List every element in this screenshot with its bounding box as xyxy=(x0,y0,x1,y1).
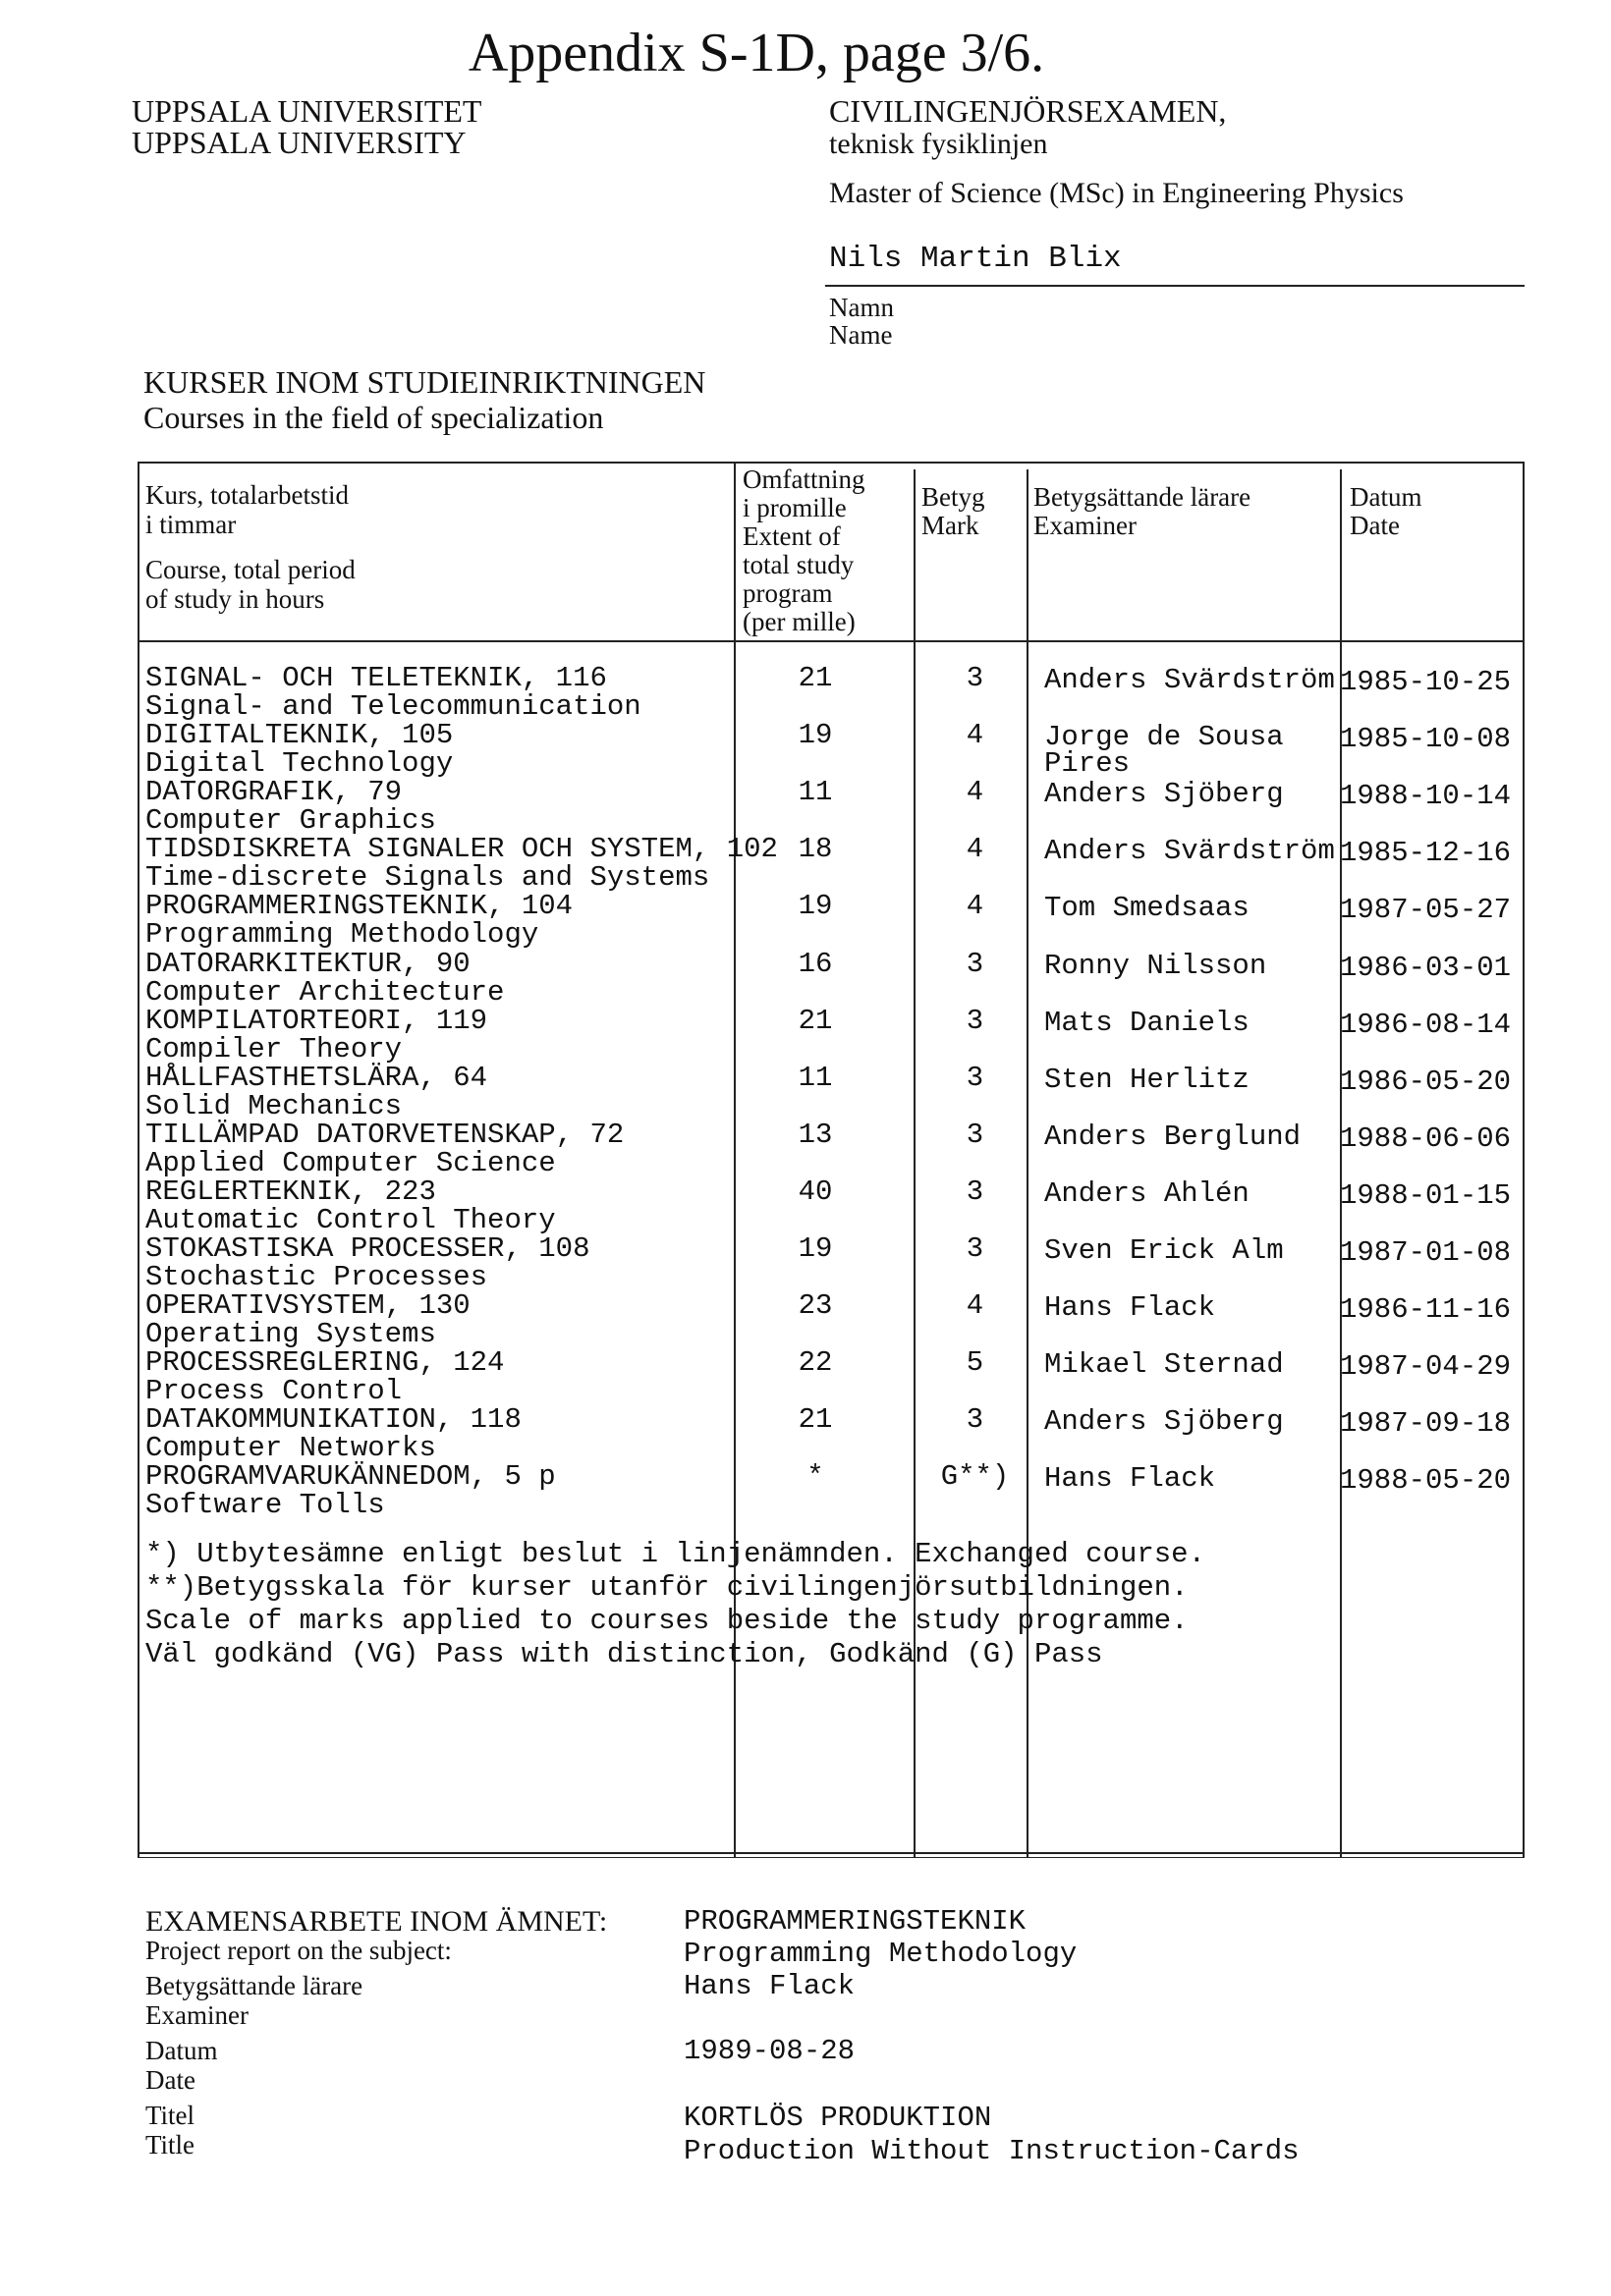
table-row xyxy=(0,1177,1611,1234)
table-row xyxy=(0,890,1611,952)
course-mark: 3 xyxy=(966,1175,984,1208)
course-date: 1985-10-08 xyxy=(1340,723,1512,756)
course-extent: 40 xyxy=(798,1175,833,1208)
course-extent: 19 xyxy=(798,890,833,923)
course-examiner-line2: Pires xyxy=(1044,747,1131,781)
course-name-sv: DATAKOMMUNIKATION, 118 xyxy=(145,1403,522,1437)
footnote-1: *) Utbytesämne enligt beslut i linjenämnden. Exchanged course. xyxy=(145,1538,1205,1570)
header-mark-2: Mark xyxy=(921,511,979,540)
footnote-2: **)Betygsskala för kurser utanför civilingenjörsutbildningen. xyxy=(145,1571,1189,1604)
table-row xyxy=(0,1289,1611,1351)
course-name-en: Signal- and Telecommunication xyxy=(145,690,641,723)
course-name-sv: KOMPILATORTEORI, 119 xyxy=(145,1004,488,1037)
header-date-1: Datum xyxy=(1350,482,1422,512)
name-label-sv: Namn xyxy=(829,293,894,322)
course-examiner: Mikael Sternad xyxy=(1044,1348,1284,1382)
thesis-title-label-en: Title xyxy=(145,2130,195,2159)
thesis-subject-sv: PROGRAMMERINGSTEKNIK xyxy=(684,1905,1027,1938)
header-extent-5: program xyxy=(743,578,833,608)
university-name-en: UPPSALA UNIVERSITY xyxy=(132,125,467,160)
course-examiner: Sven Erick Alm xyxy=(1044,1234,1284,1267)
table-row xyxy=(0,1234,1611,1291)
header-extent-3: Extent of xyxy=(743,521,841,551)
course-date: 1987-04-29 xyxy=(1340,1350,1512,1384)
course-date: 1987-01-08 xyxy=(1340,1236,1512,1269)
table-row xyxy=(0,1061,1611,1122)
course-name-en: Digital Technology xyxy=(145,747,454,781)
header-examiner-1: Betygsättande lärare xyxy=(1033,482,1251,512)
footnote-4: Väl godkänd (VG) Pass with distinction, Godkänd (G) Pass xyxy=(145,1638,1103,1670)
course-name-sv: TILLÄMPAD DATORVETENSKAP, 72 xyxy=(145,1118,625,1151)
course-name-en: Software Tolls xyxy=(145,1489,385,1522)
table-row xyxy=(0,719,1611,781)
header-extent-2: i promille xyxy=(743,493,847,522)
course-extent: 21 xyxy=(798,662,833,694)
course-examiner: Anders Sjöberg xyxy=(1044,778,1284,811)
table-row xyxy=(0,947,1611,1009)
table-row xyxy=(0,1403,1611,1465)
university-name-sv: UPPSALA UNIVERSITET xyxy=(132,93,482,129)
thesis-title-label-sv: Titel xyxy=(145,2101,195,2130)
course-date: 1986-05-20 xyxy=(1340,1065,1512,1098)
course-mark: 3 xyxy=(966,1061,984,1094)
course-mark: 3 xyxy=(966,1004,984,1037)
course-mark: 4 xyxy=(966,1289,984,1323)
course-examiner: Anders Svärdström xyxy=(1044,664,1335,696)
course-extent: * xyxy=(806,1460,824,1494)
table-row xyxy=(0,1004,1611,1066)
course-name-sv: REGLERTEKNIK, 223 xyxy=(145,1175,436,1208)
course-name-sv: DATORGRAFIK, 79 xyxy=(145,776,403,809)
course-date: 1986-08-14 xyxy=(1340,1008,1512,1041)
course-name-en: Stochastic Processes xyxy=(145,1261,488,1293)
course-name-sv: SIGNAL- OCH TELETEKNIK, 116 xyxy=(145,662,607,694)
student-name: Nils Martin Blix xyxy=(829,242,1122,276)
table-row xyxy=(0,664,1611,721)
header-mark-1: Betyg xyxy=(921,482,985,512)
thesis-examiner-label-sv: Betygsättande lärare xyxy=(145,1971,363,2000)
course-extent: 13 xyxy=(798,1118,833,1151)
table-row xyxy=(0,1460,1611,1522)
thesis-subject-en: Programming Methodology xyxy=(684,1938,1078,1970)
course-date: 1988-06-06 xyxy=(1340,1121,1512,1155)
course-examiner: Anders Svärdström xyxy=(1044,835,1335,868)
name-label-en: Name xyxy=(829,320,893,350)
course-mark: 5 xyxy=(966,1346,984,1380)
course-extent: 19 xyxy=(798,719,833,752)
course-extent: 21 xyxy=(798,1403,833,1437)
section-heading-sv: KURSER INOM STUDIEINRIKTNINGEN xyxy=(143,364,706,400)
thesis-examiner: Hans Flack xyxy=(684,1970,856,2002)
thesis-subject-label-sv: EXAMENSARBETE INOM ÄMNET: xyxy=(145,1905,608,1938)
course-name-en: Time-discrete Signals and Systems xyxy=(145,861,710,895)
thesis-examiner-label-en: Examiner xyxy=(145,2000,249,2030)
course-name-sv: DATORARKITEKTUR, 90 xyxy=(145,947,471,980)
course-name-en: Computer Graphics xyxy=(145,804,436,838)
course-examiner: Sten Herlitz xyxy=(1044,1063,1250,1096)
course-name-sv: STOKASTISKA PROCESSER, 108 xyxy=(145,1232,590,1265)
course-examiner: Anders Ahlén xyxy=(1044,1176,1250,1210)
course-mark: 3 xyxy=(966,1232,984,1265)
course-mark: 3 xyxy=(966,947,984,980)
course-examiner: Anders Berglund xyxy=(1044,1120,1302,1153)
course-name-en: Computer Networks xyxy=(145,1432,436,1465)
course-name-sv: OPERATIVSYSTEM, 130 xyxy=(145,1289,471,1323)
course-extent: 22 xyxy=(798,1346,833,1380)
course-name-en: Automatic Control Theory xyxy=(145,1203,556,1236)
footnote-3: Scale of marks applied to courses beside the study programme. xyxy=(145,1605,1189,1637)
course-examiner: Jorge de Sousa xyxy=(1044,721,1284,754)
course-examiner: Mats Daniels xyxy=(1044,1006,1250,1039)
course-extent: 19 xyxy=(798,1232,833,1265)
course-date: 1985-12-16 xyxy=(1340,837,1512,870)
section-heading-en: Courses in the field of specialization xyxy=(143,400,604,435)
course-extent: 11 xyxy=(798,1061,833,1094)
header-extent-4: total study xyxy=(743,550,855,579)
course-name-en: Process Control xyxy=(145,1375,403,1408)
table-row xyxy=(0,1118,1611,1179)
thesis-date-label-en: Date xyxy=(145,2065,195,2095)
course-mark: 4 xyxy=(966,776,984,809)
course-name-en: Compiler Theory xyxy=(145,1032,403,1066)
course-extent: 23 xyxy=(798,1289,833,1323)
course-name-sv: HÅLLFASTHETSLÄRA, 64 xyxy=(145,1061,488,1094)
course-date: 1988-01-15 xyxy=(1340,1178,1512,1212)
course-date: 1985-10-25 xyxy=(1340,666,1512,698)
course-mark: 3 xyxy=(966,1118,984,1151)
header-extent-6: (per mille) xyxy=(743,607,856,636)
thesis-subject-label-en: Project report on the subject: xyxy=(145,1936,452,1965)
page-title: Appendix S-1D, page 3/6. xyxy=(468,23,1045,83)
table-row xyxy=(0,1346,1611,1408)
course-name-sv: DIGITALTEKNIK, 105 xyxy=(145,719,454,752)
header-date-2: Date xyxy=(1350,511,1400,540)
course-date: 1988-05-20 xyxy=(1340,1464,1512,1498)
course-mark: 3 xyxy=(966,1403,984,1437)
name-underline xyxy=(825,285,1525,287)
course-name-sv: PROGRAMVARUKÄNNEDOM, 5 p xyxy=(145,1460,556,1494)
header-course-4: of study in hours xyxy=(145,584,325,614)
thesis-date-label-sv: Datum xyxy=(145,2036,218,2065)
course-examiner: Tom Smedsaas xyxy=(1044,892,1250,925)
course-mark: 4 xyxy=(966,719,984,752)
course-date: 1987-09-18 xyxy=(1340,1407,1512,1441)
course-name-en: Operating Systems xyxy=(145,1318,436,1351)
course-name-en: Computer Architecture xyxy=(145,975,505,1009)
degree-title-sv: CIVILINGENJÖRSEXAMEN, xyxy=(829,93,1227,129)
thesis-title-sv: KORTLÖS PRODUKTION xyxy=(684,2102,992,2134)
course-name-sv: PROCESSREGLERING, 124 xyxy=(145,1346,505,1380)
course-examiner: Hans Flack xyxy=(1044,1291,1216,1325)
course-mark: G**) xyxy=(940,1460,1010,1494)
course-date: 1986-03-01 xyxy=(1340,951,1512,984)
degree-title-en: Master of Science (MSc) in Engineering Physics xyxy=(829,177,1404,209)
course-mark: 3 xyxy=(966,662,984,694)
course-name-en: Programming Methodology xyxy=(145,918,539,952)
course-name-sv: TIDSDISKRETA SIGNALER OCH SYSTEM, 102 xyxy=(145,833,778,866)
course-date: 1986-11-16 xyxy=(1340,1293,1512,1327)
table-row xyxy=(0,833,1611,895)
course-name-en: Applied Computer Science xyxy=(145,1146,556,1179)
header-course-3: Course, total period xyxy=(145,555,356,584)
course-examiner: Hans Flack xyxy=(1044,1462,1216,1496)
header-course-2: i timmar xyxy=(145,510,237,539)
course-mark: 4 xyxy=(966,833,984,866)
course-date: 1987-05-27 xyxy=(1340,894,1512,927)
course-mark: 4 xyxy=(966,890,984,923)
course-extent: 11 xyxy=(798,776,833,809)
header-extent-1: Omfattning xyxy=(743,465,865,494)
course-examiner: Ronny Nilsson xyxy=(1044,949,1267,982)
course-date: 1988-10-14 xyxy=(1340,780,1512,813)
header-course-1: Kurs, totalarbetstid xyxy=(145,480,349,510)
degree-program-sv: teknisk fysiklinjen xyxy=(829,128,1048,160)
course-extent: 16 xyxy=(798,947,833,980)
thesis-date: 1989-08-28 xyxy=(684,2035,856,2067)
course-name-en: Solid Mechanics xyxy=(145,1089,403,1122)
course-extent: 21 xyxy=(798,1004,833,1037)
table-row xyxy=(0,776,1611,838)
thesis-title-en: Production Without Instruction-Cards xyxy=(684,2135,1300,2167)
course-examiner: Anders Sjöberg xyxy=(1044,1405,1284,1439)
course-extent: 18 xyxy=(798,833,833,866)
header-examiner-2: Examiner xyxy=(1033,511,1137,540)
course-name-sv: PROGRAMMERINGSTEKNIK, 104 xyxy=(145,890,574,923)
